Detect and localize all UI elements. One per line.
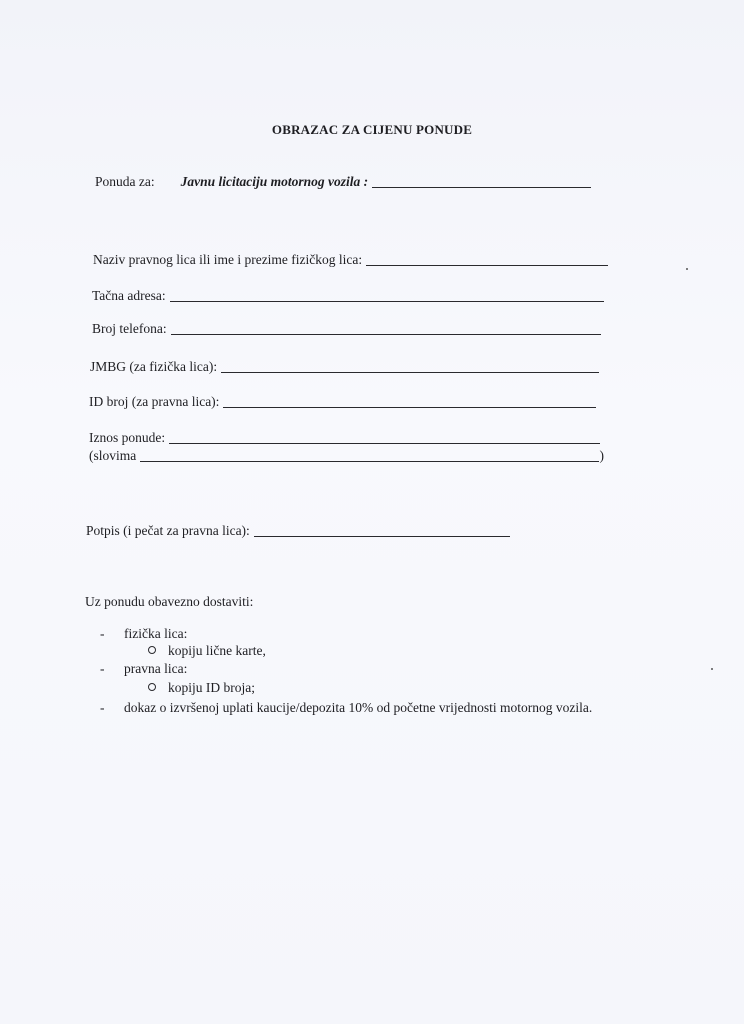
name-row xyxy=(93,252,608,268)
signature-line[interactable] xyxy=(254,535,510,537)
address-label: Tačna adresa: xyxy=(92,288,166,303)
address-row xyxy=(92,288,604,304)
list-dash: - xyxy=(100,626,105,641)
signature-label: Potpis (i pečat za pravna lica): xyxy=(86,523,250,538)
offer-for-row xyxy=(95,174,591,190)
phone-row xyxy=(92,321,601,337)
list-item-legal-persons xyxy=(100,661,187,677)
list-subitem-id-number xyxy=(148,680,255,696)
list-dash: - xyxy=(100,661,105,676)
id-card-copy-label: kopiju lične karte, xyxy=(168,643,266,658)
jmbg-label: JMBG (za fizička lica): xyxy=(90,359,218,374)
name-line[interactable] xyxy=(366,264,608,266)
list-item-natural-persons xyxy=(100,626,187,642)
offer-for-label: Ponuda za: xyxy=(95,174,155,189)
id-number-copy-label: kopiju ID broja; xyxy=(168,680,255,695)
amount-in-words-label: (slovima xyxy=(89,448,137,463)
list-dash: - xyxy=(100,700,105,715)
list-item-deposit xyxy=(100,700,592,716)
amount-in-words-row xyxy=(89,448,604,464)
circle-bullet-icon xyxy=(148,646,156,654)
phone-line[interactable] xyxy=(171,333,601,335)
id-number-label: ID broj (za pravna lica): xyxy=(89,394,220,409)
address-line[interactable] xyxy=(170,300,604,302)
id-number-line[interactable] xyxy=(223,406,596,408)
offer-for-line[interactable] xyxy=(372,186,591,188)
scan-speck xyxy=(711,668,713,670)
deposit-proof-label: dokaz o izvršenoj uplati kaucije/depozita 10% od početne vrijednosti motornog vozila. xyxy=(124,700,593,715)
natural-persons-label: fizička lica: xyxy=(124,626,188,641)
phone-label: Broj telefona: xyxy=(92,321,167,336)
form-title: OBRAZAC ZA CIJENU PONUDE xyxy=(271,122,473,137)
jmbg-line[interactable] xyxy=(221,371,599,373)
amount-in-words-line[interactable] xyxy=(140,460,598,462)
offer-amount-line[interactable] xyxy=(169,442,600,444)
attachments-title: Uz ponudu obavezno dostaviti: xyxy=(85,594,254,609)
list-subitem-id-card xyxy=(148,643,266,659)
id-number-row xyxy=(89,394,596,410)
offer-for-value: Javnu licitaciju motornog vozila : xyxy=(180,174,369,189)
legal-persons-label: pravna lica: xyxy=(124,661,188,676)
circle-bullet-icon xyxy=(148,683,156,691)
scan-speck xyxy=(686,268,688,270)
closing-paren: ) xyxy=(599,448,604,463)
jmbg-row xyxy=(90,359,599,375)
name-label: Naziv pravnog lica ili ime i prezime fizičkog lica: xyxy=(93,252,363,267)
offer-amount-label: Iznos ponude: xyxy=(89,430,166,445)
signature-row xyxy=(86,523,510,539)
offer-amount-row xyxy=(89,430,600,446)
